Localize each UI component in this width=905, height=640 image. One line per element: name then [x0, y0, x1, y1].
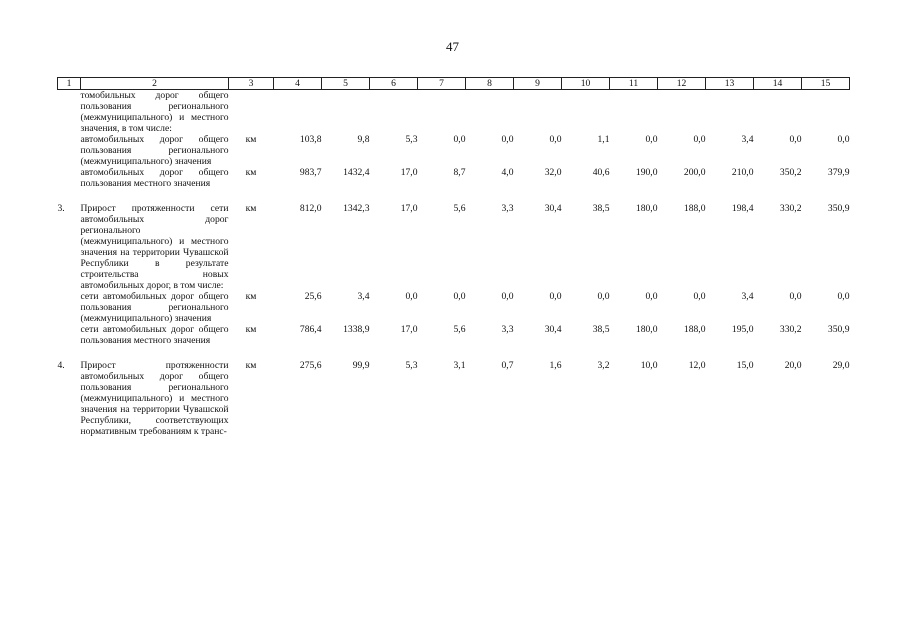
column-header: 1: [58, 78, 81, 90]
unit-cell: км: [245, 167, 257, 178]
row-number: [58, 134, 81, 167]
value-cell: 32,0: [544, 167, 562, 178]
indicator-name: автомобильных дорог общего пользования регионального (межмуниципального) значения: [80, 134, 229, 167]
row-number: 3.: [57, 203, 65, 214]
value-cell: [274, 90, 322, 135]
indicator-name: сети автомобильных дорог общего пользования местного значения: [80, 324, 229, 346]
value-cell: 25,6: [304, 291, 322, 302]
value-cell: 3,4: [741, 291, 754, 302]
value-cell: 3,3: [501, 324, 514, 335]
column-header: 13: [706, 78, 754, 90]
value-cell: 17,0: [400, 324, 418, 335]
unit-cell: км: [245, 324, 257, 335]
column-header: 5: [322, 78, 370, 90]
value-cell: 30,4: [544, 324, 562, 335]
column-header: 2: [81, 78, 229, 90]
column-header: 8: [466, 78, 514, 90]
value-cell: 3,1: [453, 360, 466, 371]
value-cell: 786,4: [299, 324, 322, 335]
value-cell: 180,0: [635, 203, 658, 214]
value-cell: 40,6: [592, 167, 610, 178]
value-cell: 0,0: [549, 291, 562, 302]
value-cell: 10,0: [640, 360, 658, 371]
value-cell: 210,0: [731, 167, 754, 178]
value-cell: 0,0: [789, 134, 802, 145]
value-cell: 200,0: [683, 167, 706, 178]
row-number: 4.: [57, 360, 65, 371]
value-cell: 0,0: [837, 291, 850, 302]
row-number: [58, 90, 81, 135]
value-cell: [370, 90, 418, 135]
column-header: 12: [658, 78, 706, 90]
unit-cell: км: [245, 360, 257, 371]
value-cell: 180,0: [635, 324, 658, 335]
column-header: 7: [418, 78, 466, 90]
value-cell: 8,7: [453, 167, 466, 178]
value-cell: 1,1: [597, 134, 610, 145]
value-cell: 188,0: [683, 324, 706, 335]
value-cell: [562, 90, 610, 135]
value-cell: 29,0: [832, 360, 850, 371]
value-cell: 38,5: [592, 203, 610, 214]
table-row: [58, 134, 850, 167]
indicator-name: сети автомобильных дорог общего пользования регионального (межмуниципального) значения: [80, 291, 229, 324]
value-cell: 188,0: [683, 203, 706, 214]
column-header: 4: [274, 78, 322, 90]
value-cell: [802, 90, 850, 135]
value-cell: 12,0: [688, 360, 706, 371]
indicator-name: томобильных дорог общего пользования регионального (межмуниципального) и местного значения, в том числе:: [80, 90, 229, 134]
value-cell: 983,7: [299, 167, 322, 178]
value-cell: 0,0: [501, 134, 514, 145]
value-cell: [610, 90, 658, 135]
value-cell: 0,0: [645, 291, 658, 302]
value-cell: 3,3: [501, 203, 514, 214]
value-cell: 17,0: [400, 167, 418, 178]
column-number-header: [58, 78, 850, 90]
data-table: [57, 77, 850, 437]
value-cell: 20,0: [784, 360, 802, 371]
value-cell: 350,9: [827, 324, 850, 335]
indicator-name: Прирост протяженности автомобильных дорог общего пользования регионального (межмуниципального) и местного значения на территории Чувашской Республики, соответствующих нормативным требованиям к транс-: [80, 360, 229, 437]
value-cell: 350,9: [827, 203, 850, 214]
value-cell: 1338,9: [343, 324, 370, 335]
value-cell: 0,0: [693, 134, 706, 145]
unit-cell: км: [245, 134, 257, 145]
value-cell: 812,0: [299, 203, 322, 214]
table-row: [58, 324, 850, 346]
table-row: [58, 203, 850, 291]
value-cell: [754, 90, 802, 135]
value-cell: 0,0: [453, 291, 466, 302]
row-number: [58, 167, 81, 189]
value-cell: 5,6: [453, 324, 466, 335]
value-cell: 99,9: [352, 360, 370, 371]
value-cell: 195,0: [731, 324, 754, 335]
column-header: 11: [610, 78, 658, 90]
indicator-name: автомобильных дорог общего пользования местного значения: [80, 167, 229, 189]
unit-cell: км: [245, 203, 257, 214]
column-header: 10: [562, 78, 610, 90]
value-cell: 5,3: [405, 360, 418, 371]
value-cell: [514, 90, 562, 135]
value-cell: 0,0: [501, 291, 514, 302]
row-number: [58, 291, 81, 324]
value-cell: 330,2: [779, 203, 802, 214]
value-cell: 103,8: [299, 134, 322, 145]
column-header: 14: [754, 78, 802, 90]
value-cell: 190,0: [635, 167, 658, 178]
value-cell: 0,0: [549, 134, 562, 145]
value-cell: 30,4: [544, 203, 562, 214]
value-cell: 0,7: [501, 360, 514, 371]
value-cell: [322, 90, 370, 135]
value-cell: 0,0: [645, 134, 658, 145]
value-cell: 17,0: [400, 203, 418, 214]
unit-cell: [229, 90, 274, 135]
row-spacer: [58, 346, 850, 360]
column-header: 3: [229, 78, 274, 90]
row-number: [58, 324, 81, 346]
value-cell: 5,3: [405, 134, 418, 145]
page-number: 47: [446, 39, 459, 54]
column-header: 9: [514, 78, 562, 90]
value-cell: [706, 90, 754, 135]
table-row: [58, 360, 850, 437]
column-header: 15: [802, 78, 850, 90]
value-cell: 1342,3: [343, 203, 370, 214]
value-cell: [418, 90, 466, 135]
column-header: 6: [370, 78, 418, 90]
value-cell: 379,9: [827, 167, 850, 178]
value-cell: 330,2: [779, 324, 802, 335]
value-cell: [658, 90, 706, 135]
value-cell: 1,6: [549, 360, 562, 371]
value-cell: 5,6: [453, 203, 466, 214]
value-cell: 1432,4: [343, 167, 370, 178]
table-row: [58, 90, 850, 135]
value-cell: 9,8: [357, 134, 370, 145]
value-cell: 3,4: [741, 134, 754, 145]
value-cell: 3,2: [597, 360, 610, 371]
value-cell: 0,0: [453, 134, 466, 145]
value-cell: 0,0: [597, 291, 610, 302]
value-cell: 38,5: [592, 324, 610, 335]
value-cell: [466, 90, 514, 135]
value-cell: 0,0: [693, 291, 706, 302]
indicator-name: Прирост протяженности сети автомобильных дорог регионального (межмуниципального) и местного значения на территории Чувашской Республики в результате строительства новых автомобильных дорог, в том числе:: [80, 203, 229, 291]
value-cell: 3,4: [357, 291, 370, 302]
unit-cell: км: [245, 291, 257, 302]
value-cell: 0,0: [405, 291, 418, 302]
row-spacer: [58, 189, 850, 203]
value-cell: 0,0: [789, 291, 802, 302]
table-row: [58, 291, 850, 324]
table-row: [58, 167, 850, 189]
value-cell: 4,0: [501, 167, 514, 178]
value-cell: 350,2: [779, 167, 802, 178]
value-cell: 0,0: [837, 134, 850, 145]
value-cell: 198,4: [731, 203, 754, 214]
value-cell: 275,6: [299, 360, 322, 371]
value-cell: 15,0: [736, 360, 754, 371]
